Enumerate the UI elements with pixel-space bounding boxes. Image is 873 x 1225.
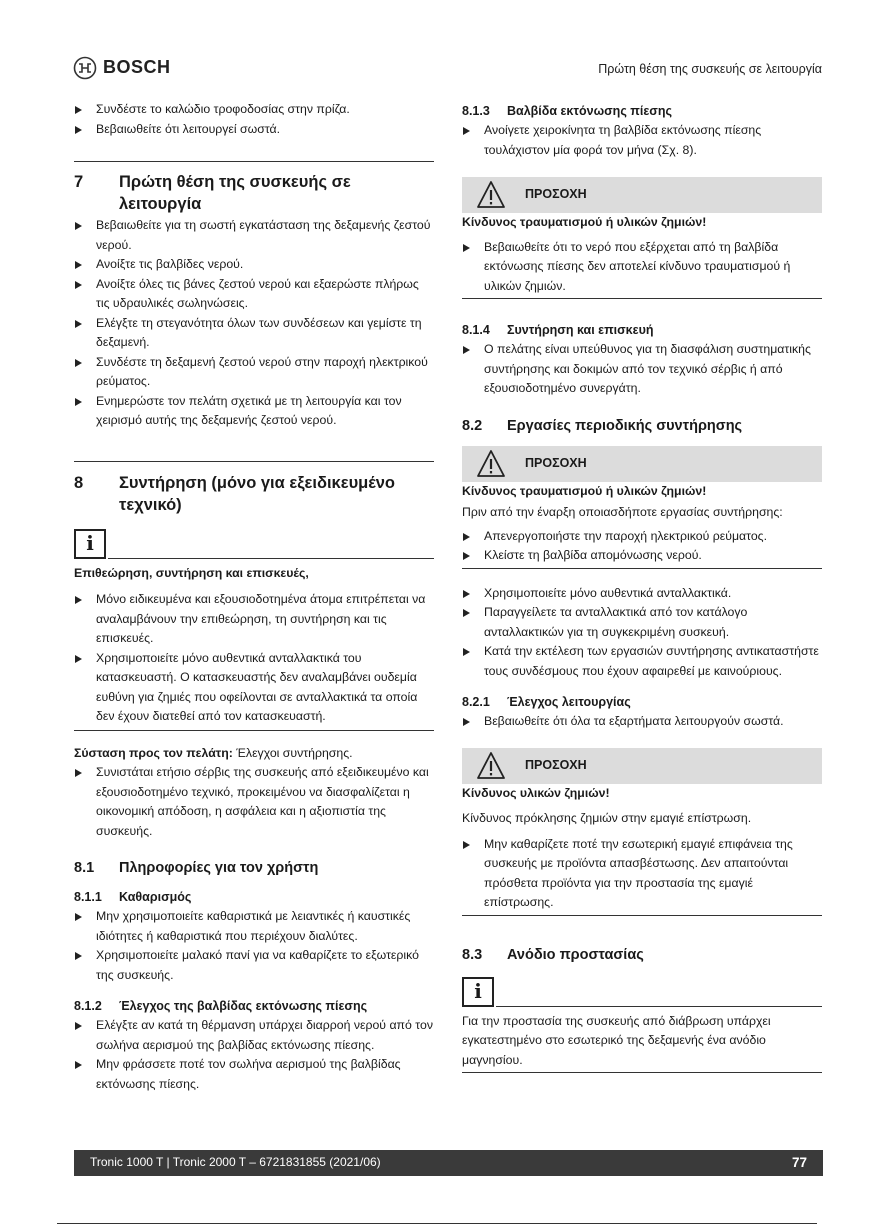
brand-name: BOSCH <box>103 57 171 78</box>
notice-end-rule <box>462 568 822 569</box>
info-bullets <box>74 590 434 727</box>
notice-end-rule <box>462 915 822 916</box>
section-8-1-2-bullets <box>74 1016 434 1094</box>
bullet-arrow-icon <box>75 1022 82 1030</box>
section-7-bullets <box>74 216 434 431</box>
caution-label: ΠΡΟΣΟΧΗ <box>525 455 587 470</box>
bullet-arrow-icon <box>75 126 82 134</box>
list-item: Χρησιμοποιείτε μόνο αυθεντικά ανταλλακτικά του κατασκευαστή. Ο κατασκευαστής δεν αναλαμβάνει ουδεμία ευθύνη για ζημιές που οφείλονται σε ανταλλακτικά τα οποία δεν έχουν διατεθεί από τον κατασκευαστή. <box>74 649 434 727</box>
list-item: Συνιστάται ετήσιο σέρβις της συσκευής από εξειδικευμένο και εξουσιοδοτημένο τεχνικό, προκειμένου να διασφαλίζεται η οικονομική απόδοση, η ασφάλεια και η αξιοπιστία της συσκευής. <box>74 763 434 841</box>
page-number: 77 <box>791 1155 807 1171</box>
section-8-1-1-heading: 8.1.1 Καθαρισμός <box>74 890 192 904</box>
bullet-arrow-icon <box>463 552 470 560</box>
section-8-3-heading: 8.3 Ανόδιο προστασίας <box>462 946 644 963</box>
bullet-arrow-icon <box>463 609 470 617</box>
caution-bullets <box>462 238 822 297</box>
intro-bullet-list <box>74 100 434 139</box>
info-rule <box>108 558 434 559</box>
info-notice <box>74 529 434 559</box>
caution-label: ΠΡΟΣΟΧΗ <box>525 757 587 772</box>
list-item: Χρησιμοποιείτε μόνο αυθεντικά ανταλλακτικά. <box>462 584 822 604</box>
section-8-1-heading: 8.1 Πληροφορίες για τον χρήστη <box>74 860 319 876</box>
caution-bullets <box>462 835 822 913</box>
caution-banner <box>462 177 822 213</box>
list-item: Μην καθαρίζετε ποτέ την εσωτερική εμαγιέ επιφάνεια της συσκευής με προϊόντα απασβέστωσης. Δεν απαιτούνται πρόσθετα προϊόντα για την προστασία της εμαγιέ επίστρωσης. <box>462 835 822 913</box>
notice-end-rule <box>462 1072 822 1073</box>
caution-intro: Πριν από την έναρξη οποιασδήποτε εργασίας συντήρησης: <box>462 505 783 519</box>
caution-heading: Κίνδυνος τραυματισμού ή υλικών ζημιών! <box>462 483 707 498</box>
bullet-arrow-icon <box>75 320 82 328</box>
section-8-1-4-heading: 8.1.4 Συντήρηση και επισκευή <box>462 323 654 337</box>
caution-intro: Κίνδυνος πρόκλησης ζημιών στην εμαγιέ επίστρωση. <box>462 811 752 825</box>
list-item: Συνδέστε τη δεξαμενή ζεστού νερού στην παροχή ηλεκτρικού ρεύματος. <box>74 353 434 392</box>
list-item: Βεβαιωθείτε ότι όλα τα εξαρτήματα λειτουργούν σωστά. <box>462 712 822 732</box>
section-8-2-heading: 8.2 Εργασίες περιοδικής συντήρησης <box>462 417 743 434</box>
bullet-arrow-icon <box>463 346 470 354</box>
info-notice <box>462 977 822 1007</box>
info-icon: i <box>462 977 494 1007</box>
bullet-arrow-icon <box>75 398 82 406</box>
list-item: Μην χρησιμοποιείτε καθαριστικά με λειαντικές ή καυστικές ιδιότητες ή καθαριστικά που περιέχουν διαλύτες. <box>74 907 434 946</box>
list-item: Μόνο ειδικευμένα και εξουσιοδοτημένα άτομα επιτρέπεται να αναλαμβάνουν την επιθεώρηση, τη συντήρηση και τις επισκευές. <box>74 590 434 649</box>
bullet-arrow-icon <box>463 244 470 252</box>
bullet-arrow-icon <box>463 648 470 656</box>
bullet-arrow-icon <box>75 913 82 921</box>
section-8-heading: 8 Συντήρηση (μόνο για εξειδικευμένο τεχνικό) <box>74 473 395 514</box>
section-8-1-4-bullets <box>462 340 822 399</box>
list-item: Ο πελάτης είναι υπεύθυνος για τη διασφάλιση συστηματικής συντήρησης και δοκιμών από τον τεχνικό σέρβις ή από εξουσιοδοτημένο συνεργάτη. <box>462 340 822 399</box>
caution-heading: Κίνδυνος υλικών ζημιών! <box>462 785 610 800</box>
list-item: Βεβαιωθείτε για τη σωστή εγκατάσταση της δεξαμενής ζεστού νερού. <box>74 216 434 255</box>
section-8-1-3-heading: 8.1.3 Βαλβίδα εκτόνωσης πίεσης <box>462 104 672 118</box>
bosch-logo <box>73 56 171 80</box>
caution-label: ΠΡΟΣΟΧΗ <box>525 187 587 202</box>
section-8-1-3-bullets <box>462 121 822 160</box>
bullet-arrow-icon <box>75 261 82 269</box>
section-divider <box>74 161 434 162</box>
list-item: Κατά την εκτέλεση των εργασιών συντήρησης αντικαταστήστε τους συνδέσμους που έχουν αφαιρεθεί με καινούριους. <box>462 642 822 681</box>
section-8-2-1-heading: 8.2.1 Έλεγχος λειτουργίας <box>462 695 631 709</box>
left-column <box>74 100 434 1094</box>
list-item: Μην φράσσετε ποτέ τον σωλήνα αερισμού της βαλβίδας εκτόνωσης πίεσης. <box>74 1055 434 1094</box>
warning-triangle-icon <box>476 180 506 210</box>
info-text: Για την προστασία της συσκευής από διάβρωση υπάρχει εγκατεστημένο στο εσωτερικό της δεξαμενής ένα ανόδιο μαγνησίου. <box>462 1013 771 1067</box>
bullet-arrow-icon <box>463 533 470 541</box>
page-header-title: Πρώτη θέση της συσκευής σε λειτουργία <box>598 62 822 76</box>
right-column <box>462 100 822 1073</box>
list-item: Συνδέστε το καλώδιο τροφοδοσίας στην πρίζα. <box>74 100 434 120</box>
bullet-arrow-icon <box>75 106 82 114</box>
bullet-arrow-icon <box>75 655 82 663</box>
list-item: Ελέγξτε τη στεγανότητα όλων των συνδέσεων και γεμίστε τη δεξαμενή. <box>74 314 434 353</box>
caution-bullets <box>462 527 822 566</box>
caution-banner <box>462 748 822 784</box>
section-8-1-1-bullets <box>74 907 434 985</box>
bullet-arrow-icon <box>75 596 82 604</box>
section-divider <box>74 461 434 462</box>
bullet-arrow-icon <box>463 127 470 135</box>
warning-triangle-icon <box>476 449 506 479</box>
list-item: Ενημερώστε τον πελάτη σχετικά με τη λειτουργία και τον χειρισμό αυτής της δεξαμενής ζεστού νερού. <box>74 392 434 431</box>
bullet-arrow-icon <box>75 952 82 960</box>
list-item: Ανοίγετε χειροκίνητα τη βαλβίδα εκτόνωσης πίεσης τουλάχιστον μία φορά τον μήνα (Σχ. 8). <box>462 121 822 160</box>
section-8-1-2-heading: 8.1.2 Έλεγχος της βαλβίδας εκτόνωσης πίεσης <box>74 999 368 1013</box>
list-item: Ανοίξτε όλες τις βάνες ζεστού νερού και εξαερώστε πλήρως τις υδραυλικές σωληνώσεις. <box>74 275 434 314</box>
bullet-arrow-icon <box>75 281 82 289</box>
warning-triangle-icon <box>476 751 506 781</box>
bullet-arrow-icon <box>75 359 82 367</box>
caution-banner <box>462 446 822 482</box>
info-rule <box>496 1006 822 1007</box>
list-item: Βεβαιωθείτε ότι το νερό που εξέρχεται από τη βαλβίδα εκτόνωσης πίεσης δεν αποτελεί κίνδυνο τραυματισμού ή υλικών ζημιών. <box>462 238 822 297</box>
section-7-heading: 7 Πρώτη θέση της συσκευής σε λειτουργία <box>74 173 351 213</box>
list-item: Απενεργοποιήστε την παροχή ηλεκτρικού ρεύματος. <box>462 527 822 547</box>
list-item: Χρησιμοποιείτε μαλακό πανί για να καθαρίζετε το εξωτερικό της συσκευής. <box>74 946 434 985</box>
footer-document-info: Tronic 1000 T | Tronic 2000 T – 6721831855 (2021/06) <box>90 1155 381 1170</box>
list-item: Ανοίξτε τις βαλβίδες νερού. <box>74 255 434 275</box>
bullet-arrow-icon <box>463 718 470 726</box>
info-heading: Επιθεώρηση, συντήρηση και επισκευές, <box>74 565 309 580</box>
bottom-divider <box>57 1223 817 1224</box>
section-8-2-1-bullets <box>462 712 822 732</box>
notice-end-rule <box>462 298 822 299</box>
bullet-arrow-icon <box>75 1061 82 1069</box>
bullet-arrow-icon <box>463 841 470 849</box>
bosch-armature-icon <box>73 56 97 80</box>
recommendation-bullets <box>74 763 434 841</box>
list-item: Ελέγξτε αν κατά τη θέρμανση υπάρχει διαρροή νερού από τον σωλήνα αερισμού της βαλβίδας εκτόνωσης πίεσης. <box>74 1016 434 1055</box>
list-item: Βεβαιωθείτε ότι λειτουργεί σωστά. <box>74 120 434 140</box>
list-item: Κλείστε τη βαλβίδα απομόνωσης νερού. <box>462 546 822 566</box>
notice-end-rule <box>74 730 434 731</box>
bullet-arrow-icon <box>75 769 82 777</box>
bullet-arrow-icon <box>75 222 82 230</box>
section-8-2-bullets <box>462 584 822 682</box>
customer-recommendation: Σύσταση προς τον πελάτη: Έλεγχοι συντήρησης. <box>74 745 353 760</box>
info-icon: i <box>74 529 106 559</box>
list-item: Παραγγείλετε τα ανταλλακτικά από τον κατάλογο ανταλλακτικών για τη συγκεκριμένη συσκευή. <box>462 603 822 642</box>
bullet-arrow-icon <box>463 590 470 598</box>
caution-heading: Κίνδυνος τραυματισμού ή υλικών ζημιών! <box>462 215 707 229</box>
page-footer <box>74 1150 823 1176</box>
